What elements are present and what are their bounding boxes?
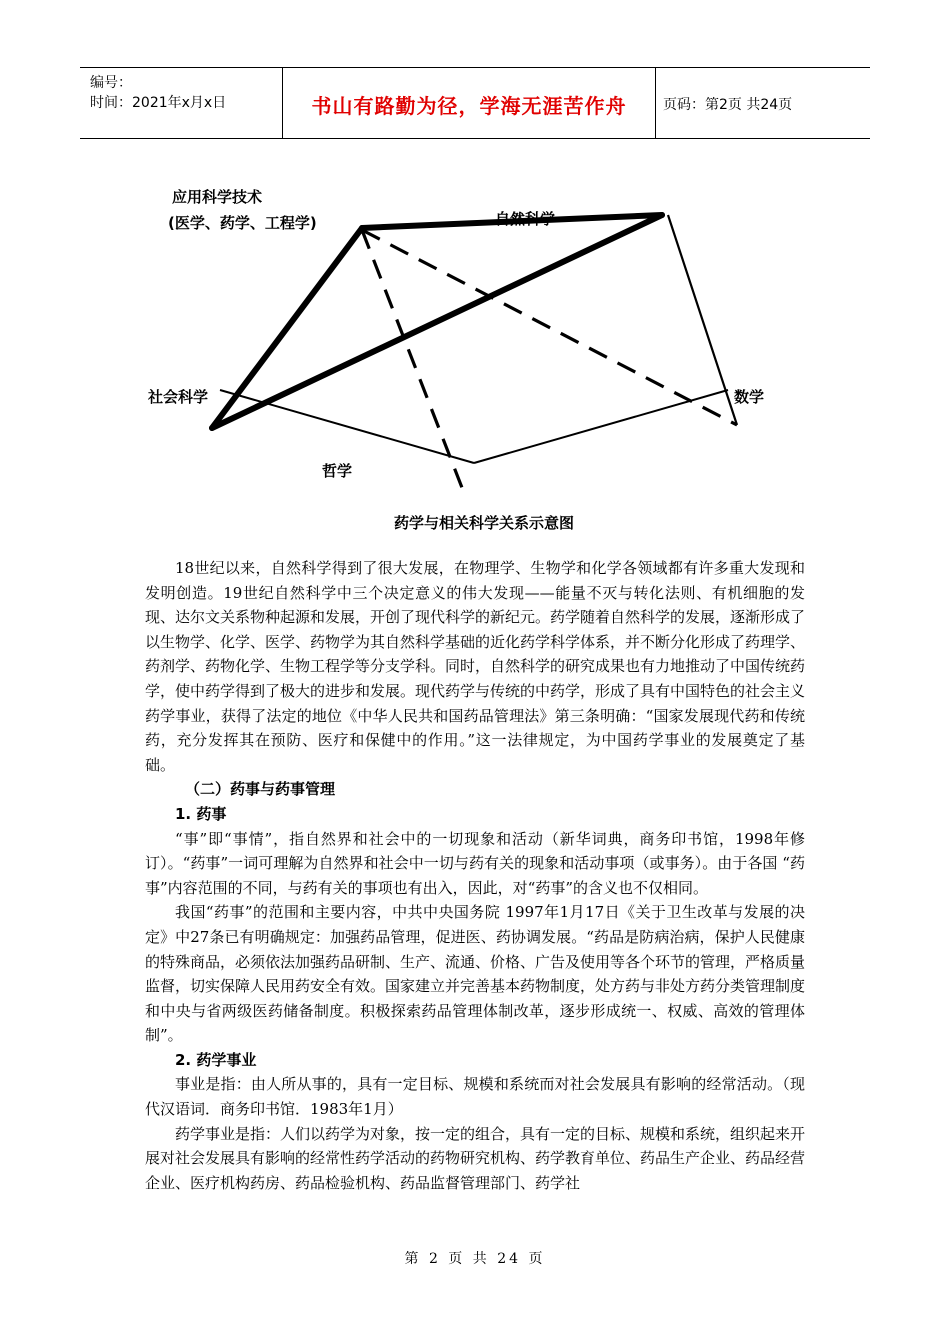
label-philosophy: 哲学 xyxy=(322,462,353,480)
label-social-science: 社会科学 xyxy=(148,388,209,406)
header-meta-cell xyxy=(80,68,282,138)
subheading-yaoshi: 1. 药事 xyxy=(175,804,227,823)
paragraph-yaoshi-scope: 我国“药事”的范围和主要内容，中共中央国务院 1997年1月17日《关于卫生改革与发展的决定》中27条已有明确规定：加强药品管理，促进医、药协调发展。“药品是防病治病，保护人民健康的特殊商品，必须依法加强药品研制、生产、流通、价格、广告及使用等各个环节的管理，严格质量监督，切实保障人民用药安全有效。国家建立并完善基本药物制度，处方药与非处方药分类管理制度和中央与省两级医药储备制度。积极探索药品管理体制改革，逐步形成统一、权威、高效的管理体制”。 xyxy=(145,903,806,1045)
edge-social-natural xyxy=(212,215,662,428)
paragraph-history: 18世纪以来，自然科学得到了很大发展，在物理学、生物学和化学各领域都有许多重大发现和发明创造。19世纪自然科学中三个决定意义的伟大发现——能量不灭与转化法则、有机细胞的发现、达尔文关系物种起源和发展，开创了现代科学的新纪元。药学随着自然科学的发展，逐渐形成了以生物学、化学、医学、药物学为其自然科学基础的近化药学科学体系，并不断分化形成了药理学、药剂学、药物化学、生物工程学等分支学科。同时，自然科学的研究成果也有力地推动了中国传统药学，使中药学得到了极大的进步和发展。现代药学与传统的中药学，形成了具有中国特色的社会主义药学事业，获得了法定的地位《中华人民共和国药品管理法》第三条明确：“国家发展现代药和传统药，充分发挥其在预防、医疗和保健中的作用。”这一法律规定，为中国药学事业的发展奠定了基础。 xyxy=(145,559,806,774)
diagram-canvas xyxy=(140,180,800,540)
science-relation-diagram xyxy=(140,180,800,540)
header-motto: 书山有路勤为径，学海无涯苦作舟 xyxy=(311,94,627,118)
label-applied-science: 应用科学技术 xyxy=(172,188,263,206)
label-natural-science: 自然科学 xyxy=(495,210,556,228)
edge-applied-philosophy-dashed xyxy=(362,230,466,498)
label-applied-science-sub: (医学、药学、工程学) xyxy=(168,214,317,232)
label-mathematics: 数学 xyxy=(734,388,765,406)
subheading-pharmacy-career: 2. 药学事业 xyxy=(175,1050,257,1069)
paragraph-pharmacy-career-definition: 药学事业是指：人们以药学为对象，按一定的组合，具有一定的目标、规模和系统，组织起来开展对社会发展具有影响的经常性药学活动的药物研究机构、药学教育单位、药品生产企业、药品经营企业、医疗机构药房、药品检验机构、药品监督管理部门、药学社 xyxy=(145,1124,806,1192)
edge-applied-social xyxy=(212,228,362,428)
document-header xyxy=(80,67,870,139)
section-heading: （二）药事与药事管理 xyxy=(185,780,336,799)
header-page-info: 页码：第2页 共24页 xyxy=(663,97,793,113)
document-number-label: 编号： xyxy=(90,75,132,91)
paragraph-yaoshi-definition: “事”即“事情”，指自然界和社会中的一切现象和活动（新华词典，商务印书馆，1998年修订）。“药事”一词可理解为自然界和社会中一切与药有关的现象和活动事项（或事务）。由于各国 “药事”内容范围的不同，与药有关的事项也有出入，因此，对“药事”的含义也不仅相同。 xyxy=(145,829,805,897)
document-time-label: 时间：2021年x月x日 xyxy=(90,95,227,111)
edge-social-philosophy xyxy=(220,390,474,463)
paragraph-career-definition: 事业是指：由人所从事的，具有一定目标、规模和系统而对社会发展具有影响的经常活动。（现代汉语词．商务印书馆．1983年1月） xyxy=(145,1075,805,1119)
diagram-caption: 药学与相关科学关系示意图 xyxy=(394,514,575,532)
header-page-cell xyxy=(655,68,870,138)
page-footer: 第 2 页 共 24 页 xyxy=(404,1251,546,1267)
document-body xyxy=(145,556,805,1195)
header-motto-cell xyxy=(282,68,656,138)
